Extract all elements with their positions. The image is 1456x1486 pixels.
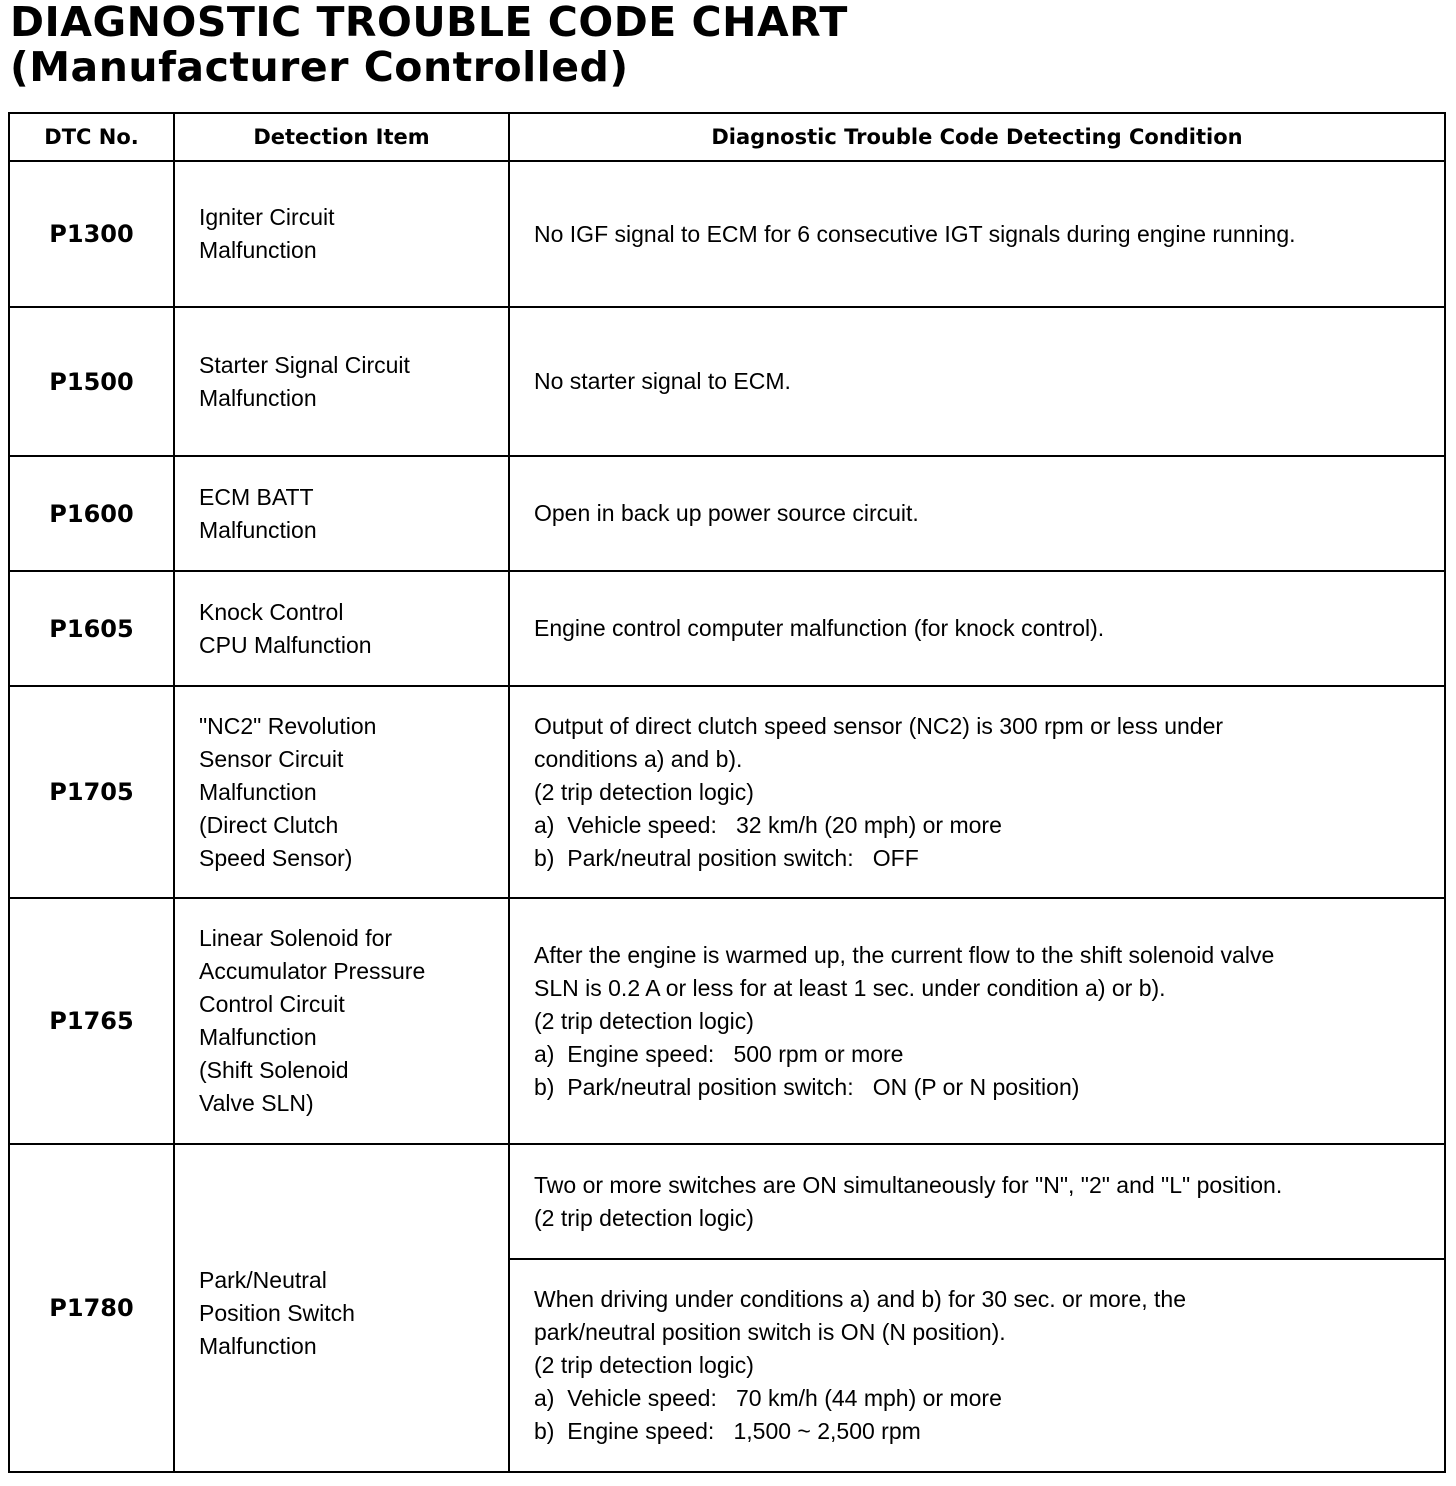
detecting-condition [509,456,1445,571]
table-body [9,161,1445,1472]
table-row [9,898,1445,1144]
table-row [9,686,1445,898]
detecting-condition [509,307,1445,456]
dtc-code: P1600 [9,456,174,571]
condition-line: Two or more switches are ON simultaneously for "N", "2" and "L" position. [534,1171,1283,1198]
detection-item-line: (Shift Solenoid [199,1057,349,1083]
condition-line: When driving under conditions a) and b) for 30 sec. or more, the [534,1286,1187,1312]
table-header-row [9,113,1445,161]
detecting-condition [509,686,1445,898]
condition-line: conditions a) and b). [534,745,743,772]
detection-item-line: "NC2" Revolution [199,712,377,739]
condition-line: Output of direct clutch speed sensor (NC2) is 300 rpm or less under [534,712,1224,739]
condition-line: (2 trip detection logic) [534,1352,754,1378]
dtc-code: P1605 [9,571,174,686]
detection-item [174,1144,509,1472]
detection-item-line: Malfunction [199,237,317,263]
header-dtc-no: DTC No. [9,113,174,161]
dtc-code: P1300 [9,161,174,307]
dtc-table [8,112,1446,1473]
detection-item-line: Accumulator Pressure [199,958,426,984]
dtc-code: P1780 [9,1144,174,1472]
detection-item-line: Malfunction [199,1332,317,1359]
dtc-code: P1765 [9,898,174,1144]
condition-line: park/neutral position switch is ON (N position). [534,1319,1006,1345]
detection-item-line: Starter Signal Circuit [199,351,410,378]
title-line-1: DIAGNOSTIC TROUBLE CODE CHART [10,0,848,46]
detection-item [174,686,509,898]
condition-line: b) Park/neutral position switch: ON (P or N position) [534,1073,1080,1100]
condition-line: No IGF signal to ECM for 6 consecutive IGT signals during engine running. [534,220,1296,247]
table-row [9,1144,1445,1259]
condition-line: After the engine is warmed up, the current flow to the shift solenoid valve [534,941,1275,968]
header-detecting-condition: Diagnostic Trouble Code Detecting Condition [509,113,1445,161]
table-row [9,161,1445,307]
condition-line: (2 trip detection logic) [534,1007,754,1034]
detection-item-line: Valve SLN) [199,1090,314,1116]
detection-item-line: ECM BATT [199,483,314,510]
detection-item [174,571,509,686]
detection-item [174,161,509,307]
header-detection-item: Detection Item [174,113,509,161]
condition-line: b) Engine speed: 1,500 ~ 2,500 rpm [534,1418,921,1444]
dtc-code: P1500 [9,307,174,456]
condition-line: b) Park/neutral position switch: OFF [534,844,919,871]
detection-item-line: Igniter Circuit [199,204,335,230]
condition-line: No starter signal to ECM. [534,368,791,394]
table-row [9,571,1445,686]
title-line-2: (Manufacturer Controlled) [10,43,629,91]
detecting-condition [509,161,1445,307]
detection-item-line: Malfunction [199,516,317,543]
condition-line: (2 trip detection logic) [534,778,754,805]
detection-item-line: Sensor Circuit [199,745,344,772]
detecting-condition [509,1144,1445,1259]
table-row [9,307,1445,456]
condition-line: SLN is 0.2 A or less for at least 1 sec. under condition a) or b). [534,974,1166,1001]
page-title [10,0,848,90]
detection-item-line: CPU Malfunction [199,631,372,658]
condition-line: a) Engine speed: 500 rpm or more [534,1040,904,1067]
detection-item-line: Malfunction [199,384,317,411]
condition-line: a) Vehicle speed: 70 km/h (44 mph) or more [534,1385,1002,1411]
condition-line: (2 trip detection logic) [534,1204,754,1231]
detection-item-line: Malfunction [199,778,317,805]
detection-item-line: Park/Neutral [199,1266,327,1293]
condition-line: a) Vehicle speed: 32 km/h (20 mph) or more [534,811,1002,838]
detection-item-line: Malfunction [199,1024,317,1050]
detection-item [174,898,509,1144]
detecting-condition [509,1259,1445,1472]
detecting-condition [509,898,1445,1144]
detection-item-line: Linear Solenoid for [199,925,393,951]
detection-item-line: Position Switch [199,1299,355,1326]
detection-item-line: Control Circuit [199,991,345,1017]
detection-item-line: Speed Sensor) [199,844,353,871]
condition-line: Engine control computer malfunction (for knock control). [534,615,1105,641]
table-row [9,456,1445,571]
detecting-condition [509,571,1445,686]
dtc-code: P1705 [9,686,174,898]
detection-item-line: (Direct Clutch [199,811,339,838]
condition-line: Open in back up power source circuit. [534,500,919,526]
detection-item [174,307,509,456]
detection-item [174,456,509,571]
detection-item-line: Knock Control [199,598,344,625]
